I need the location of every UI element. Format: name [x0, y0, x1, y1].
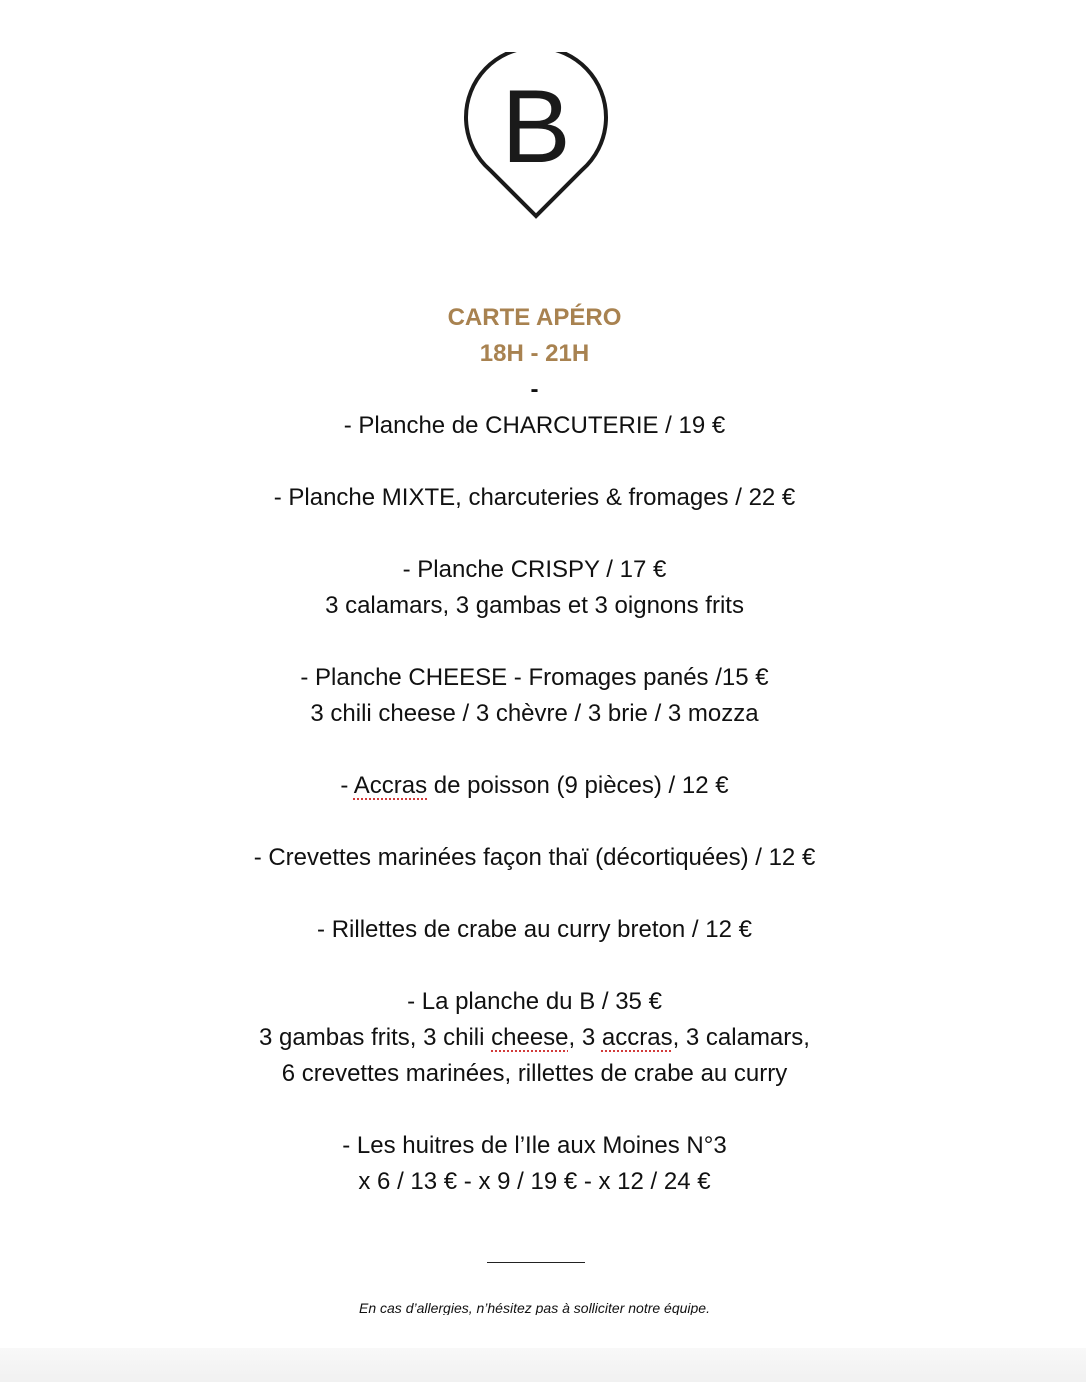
- apero-menu: [0, 300, 1069, 1236]
- map-pin-b-logo-icon: [462, 52, 610, 220]
- menu-item-title: - Planche de CHARCUTERIE / 19 €: [343, 412, 726, 439]
- menu-divider: -: [530, 376, 539, 403]
- menu-item-title: - Les huitres de l’Ile aux Moines N°3: [342, 1132, 727, 1159]
- menu-item-detail: 6 crevettes marinées, rillettes de crabe au curry: [281, 1060, 788, 1087]
- menu-item-title: - Rillettes de crabe au curry breton / 12 €: [317, 916, 752, 943]
- menu-item-detail: [0, 1020, 1069, 1056]
- menu-item: [0, 480, 1069, 516]
- footer-separator: [487, 1262, 585, 1263]
- menu-item: [0, 768, 1069, 804]
- restaurant-logo: [462, 52, 610, 220]
- spellcheck-word: accras: [601, 1024, 673, 1051]
- menu-item-text: , 3 calamars,: [672, 1024, 810, 1051]
- menu-item-title: - Planche MIXTE, charcuteries & fromages / 22 €: [273, 484, 796, 511]
- menu-item: [0, 912, 1069, 948]
- menu-item-title: [0, 768, 1069, 804]
- menu-title: CARTE APÉRO: [447, 304, 622, 331]
- menu-item-detail: 3 calamars, 3 gambas et 3 oignons frits: [325, 592, 744, 619]
- menu-item-title: - La planche du B / 35 €: [407, 988, 662, 1015]
- menu-item: [0, 552, 1069, 624]
- menu-item: [0, 408, 1069, 444]
- menu-item-detail: x 6 / 13 € - x 9 / 19 € - x 12 / 24 €: [358, 1168, 711, 1195]
- spellcheck-word: Accras: [353, 772, 428, 799]
- menu-item-text: , 3: [568, 1024, 602, 1051]
- menu-item-text: 3 gambas frits, 3 chili: [259, 1024, 492, 1051]
- viewer-bottom-edge: [0, 1348, 1086, 1382]
- menu-item-title: - Planche CHEESE - Fromages panés /15 €: [300, 664, 769, 691]
- menu-item: [0, 1128, 1069, 1200]
- menu-item-text: -: [340, 772, 354, 799]
- menu-hours: 18H - 21H: [479, 340, 590, 367]
- spellcheck-word: cheese: [491, 1024, 569, 1051]
- logo-letter: B: [501, 69, 571, 185]
- menu-item-detail: 3 chili cheese / 3 chèvre / 3 brie / 3 mozza: [310, 700, 759, 727]
- menu-item: [0, 660, 1069, 732]
- menu-item-title: - Planche CRISPY / 17 €: [402, 556, 667, 583]
- menu-item: [0, 984, 1069, 1092]
- menu-item-title: - Crevettes marinées façon thaï (décortiquées) / 12 €: [253, 844, 816, 871]
- allergy-note: En cas d’allergies, n’hésitez pas à solliciter notre équipe.: [359, 1300, 710, 1315]
- menu-item: [0, 840, 1069, 876]
- menu-item-text: de poisson (9 pièces) / 12 €: [427, 772, 729, 799]
